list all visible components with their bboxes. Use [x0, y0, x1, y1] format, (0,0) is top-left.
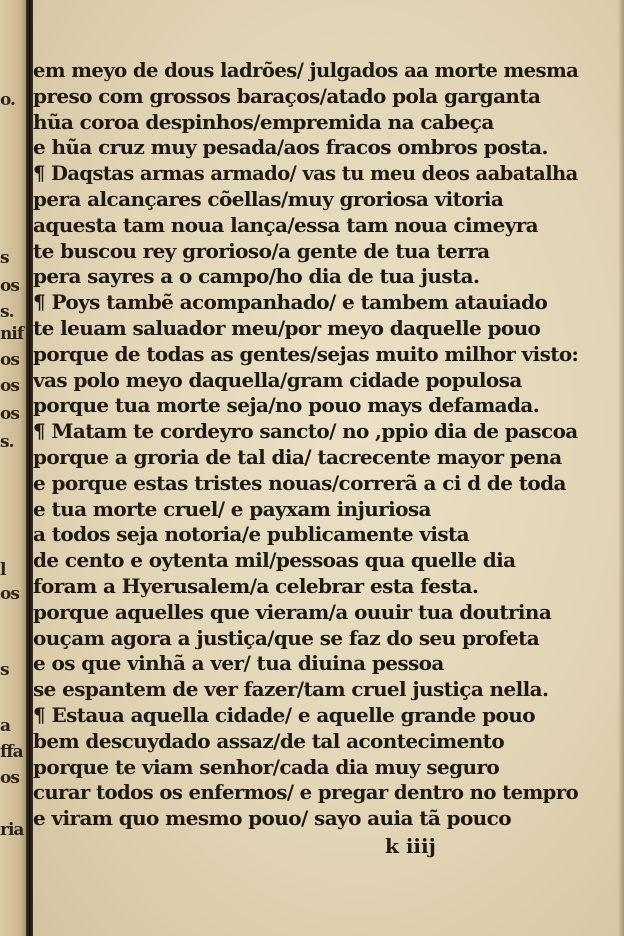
- right-page: [33, 0, 624, 936]
- text-line: em meyo de dous ladrões/ julgados aa morte mesma: [33, 58, 579, 82]
- text-line: ouçam agora a justiça/que se faz do seu profeta: [33, 625, 540, 650]
- text-line: porque de todas as gentes/sejas muito milhor visto:: [33, 341, 579, 366]
- text-line: te leuam saluador meu/por meyo daquelle pouo: [33, 316, 541, 340]
- text-line: hũa coroa despinhos/empremida na cabeça: [33, 109, 494, 134]
- text-line: ¶ Estaua aquella cidade/ e aquelle grande pouo: [33, 703, 535, 727]
- text-line: de cento e oytenta mil/pessoas qua quelle dia: [33, 548, 516, 573]
- text-line: vas polo meyo daquella/gram cidade populosa: [33, 367, 522, 392]
- text-line: se espantem de ver fazer/tam cruel justiça nella.: [33, 677, 549, 702]
- text-line: porque te viam senhor/cada dia muy seguro: [33, 754, 500, 779]
- text-line: pera alcançares cõellas/muy groriosa vitoria: [33, 187, 504, 211]
- text-line: ¶ Daqstas armas armado/ vas tu meu deos aabatalha: [33, 161, 578, 186]
- left-margin-fragment: os: [0, 376, 19, 396]
- text-line: porque aquelles que vieram/a ouuir tua doutrina: [33, 599, 552, 624]
- left-margin-fragment: s: [0, 248, 9, 268]
- left-margin-fragment: os: [0, 404, 19, 424]
- text-line: a todos seja notoria/e publicamente vista: [33, 522, 470, 547]
- text-line: porque tua morte seja/no pouo mays defamada.: [33, 393, 540, 418]
- text-line: aquesta tam noua lança/essa tam noua cimeyra: [33, 212, 539, 237]
- left-margin-fragment: l: [0, 560, 6, 580]
- left-margin-fragment: s.: [0, 432, 14, 452]
- left-margin-fragment: os: [0, 350, 19, 370]
- text-line: ¶ Matam te cordeyro sancto/ no ,ppio dia de pascoa: [33, 419, 578, 444]
- text-line: e hũa cruz muy pesada/aos fracos ombros posta.: [33, 135, 548, 160]
- left-margin-fragment: a: [0, 716, 11, 736]
- text-line: e viram quo mesmo pouo/ sayo auia tã pouco: [33, 806, 511, 831]
- text-line: porque a groria de tal dia/ tacrecente mayor pena: [33, 445, 562, 469]
- left-margin-fragment: ria: [0, 820, 24, 840]
- left-margin-fragment: os: [0, 768, 19, 788]
- text-line: e os que vinhã a ver/ tua diuina pessoa: [33, 651, 444, 676]
- left-margin-fragment: os: [0, 584, 19, 604]
- text-line: foram a Hyerusalem/a celebrar esta festa.: [33, 574, 479, 598]
- text-line: ¶ Poys tambẽ acompanhado/ e tambem atauiado: [33, 290, 548, 315]
- text-line: curar todos os enfermos/ e pregar dentro no tempro: [33, 780, 579, 805]
- text-line: te buscou rey grorioso/a gente de tua terra: [33, 238, 490, 263]
- left-margin-fragment: os: [0, 276, 19, 296]
- left-margin-fragment: s: [0, 660, 9, 680]
- left-margin-fragment: o.: [0, 90, 15, 110]
- signature-mark: k iiij: [385, 834, 436, 858]
- left-margin-fragment: s.: [0, 302, 14, 322]
- text-line: bem descuydado assaz/de tal acontecimento: [33, 728, 505, 753]
- left-margin-fragment: ffa: [0, 742, 23, 762]
- text-line: e porque estas tristes nouas/correrã a ci d de toda: [33, 470, 566, 495]
- left-page-edge: [0, 0, 28, 936]
- text-line: e tua morte cruel/ e payxam injuriosa: [33, 496, 431, 521]
- text-line: preso com grossos baraços/atado pola garganta: [33, 83, 541, 108]
- text-line: pera sayres a o campo/ho dia de tua justa.: [33, 264, 480, 289]
- left-margin-fragment: nif: [0, 324, 24, 344]
